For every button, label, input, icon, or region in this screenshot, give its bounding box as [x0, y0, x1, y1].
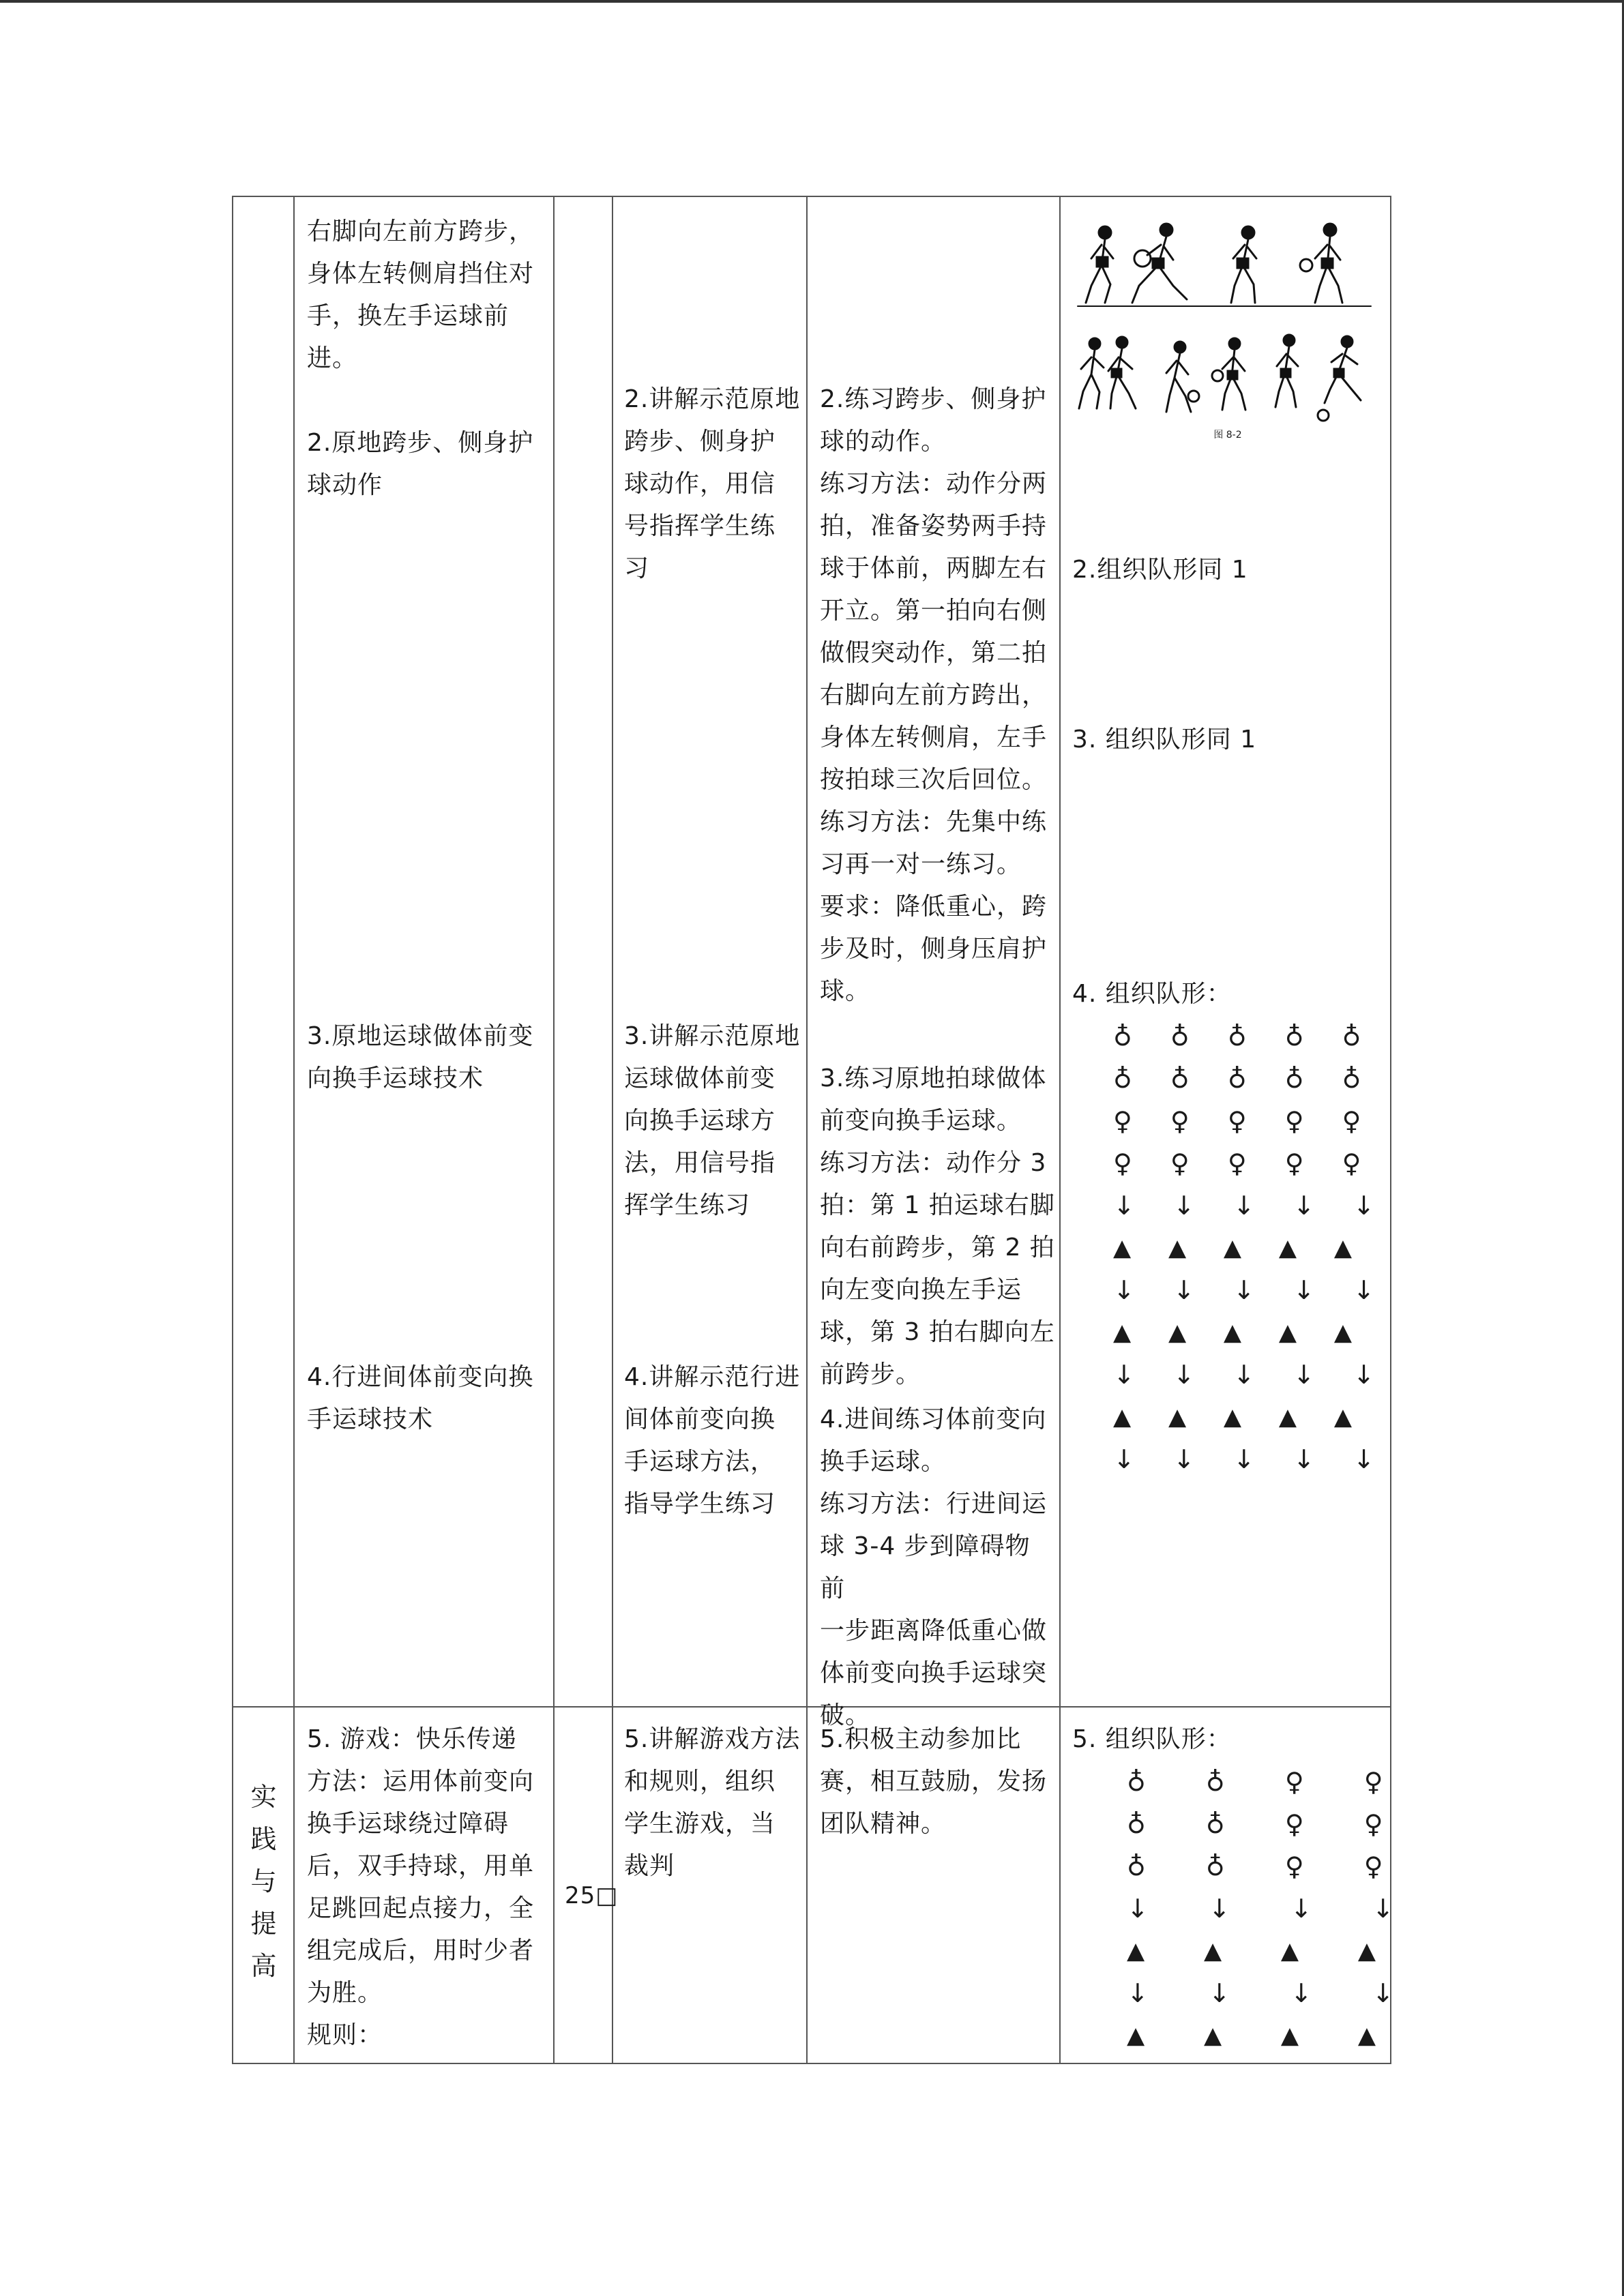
formation-row: ▲ ▲ ▲ ▲ ▲	[1113, 1403, 1367, 1431]
formation-row: ♁ ♁ ♀ ♀	[1127, 1809, 1409, 1839]
column-divider	[806, 1708, 808, 2063]
formation-row: ↓ ↓ ↓ ↓ ↓	[1113, 1275, 1390, 1305]
column-divider	[553, 1708, 555, 2063]
formation-row: ♀ ♀ ♀ ♀ ♀	[1113, 1106, 1376, 1136]
student-item-5: 5.积极主动参加比 赛，相互鼓励，发扬 团队精神。	[820, 1725, 1048, 1838]
teacher-item-5: 5.讲解游戏方法 和规则，组织 学生游戏，当 裁判	[624, 1725, 801, 1880]
student-item-3: 3.练习原地拍球做体 前变向换手运球。 练习方法：动作分 3 拍：第 1 拍运球右脚 向右前跨步，第 2 拍 向左变向换左手运 球，第 3 拍右脚向左 前跨步。	[820, 1064, 1055, 1388]
duration: 25□	[565, 1882, 619, 1909]
formation-row: ♁ ♁ ♀ ♀	[1127, 1851, 1409, 1881]
column-divider	[612, 197, 613, 1706]
column-divider	[1059, 1708, 1061, 2063]
content-intro: 右脚向左前方跨步， 身体左转侧肩挡住对 手，换左手运球前 进。	[307, 218, 535, 372]
organization-item-3: 3. 组织队形同 1	[1072, 726, 1257, 754]
player-figure	[1079, 337, 1136, 408]
formation-row: ↓ ↓ ↓ ↓	[1127, 1978, 1420, 2008]
formation-row: ♁ ♁ ♁ ♁ ♁	[1113, 1022, 1376, 1052]
formation-row: ▲ ▲ ▲ ▲	[1127, 1937, 1402, 1965]
formation-row: ▲ ▲ ▲ ▲	[1127, 2022, 1402, 2049]
table-row-practice	[233, 1708, 1420, 2063]
players-illustration	[1071, 218, 1385, 456]
content-item-5: 5. 游戏：快乐传递 方法：运用体前变向 换手运球绕过障碍 后，双手持球，用单 足跳回起点接力，全 组完成后，用时少者 为胜。 规则：	[307, 1725, 535, 2049]
teacher-item-3: 3.讲解示范原地 运球做体前变 向换手运球方 法，用信号指 挥学生练习	[624, 1022, 801, 1219]
formation-row: ↓ ↓ ↓ ↓ ↓	[1113, 1360, 1390, 1390]
table-row-skills	[233, 197, 1390, 1729]
formation-row: ▲ ▲ ▲ ▲ ▲	[1113, 1234, 1367, 1262]
formation-row: ↓ ↓ ↓ ↓	[1127, 1894, 1420, 1924]
player-figure	[1132, 224, 1187, 303]
player-figure	[1166, 342, 1199, 412]
player-figure	[1231, 226, 1256, 303]
lesson-plan-table	[232, 196, 1420, 2064]
player-figure	[1086, 226, 1113, 303]
formation-row: ▲ ▲ ▲ ▲ ▲	[1113, 1319, 1367, 1346]
formation-row: ♁ ♁ ♀ ♀	[1127, 1767, 1409, 1797]
figure-caption: 图 8-2	[1213, 430, 1242, 441]
column-divider	[293, 197, 295, 1706]
player-figure	[1275, 335, 1298, 407]
player-figure	[1212, 338, 1245, 410]
content-item-2: 2.原地跨步、侧身护 球动作	[307, 429, 534, 499]
teacher-item-4: 4.讲解示范行进 间体前变向换 手运球方法， 指导学生练习	[624, 1363, 801, 1518]
content-item-3: 3.原地运球做体前变 向换手运球技术	[307, 1022, 534, 1092]
formation-row: ↓ ↓ ↓ ↓ ↓	[1113, 1444, 1390, 1474]
player-figure	[1318, 336, 1361, 421]
student-item-4: 4.进间练习体前变向 换手运球。 练习方法：行进间运 球 3-4 步到障碍物前 一步距离降低重心做 体前变向换手运球突 破。	[820, 1405, 1048, 1729]
content-item-4: 4.行进间体前变向换 手运球技术	[307, 1363, 534, 1433]
page-top-border	[0, 0, 1624, 3]
formation-row: ♁ ♁ ♁ ♁ ♁	[1113, 1064, 1376, 1094]
column-divider	[1059, 197, 1061, 1706]
student-item-2: 2.练习跨步、侧身护 球的动作。 练习方法：动作分两 拍，准备姿势两手持 球于体前，两脚左右 开立。第一拍向右侧 做假突动作，第二拍 右脚向左前方跨出， 身体左转侧肩，左手 按拍球三次后回位。 练习方法：先集中练 习再一对一练习。 要求：降低重心，跨 步及时，侧身压肩护 球。	[820, 385, 1048, 1005]
player-figure	[1300, 224, 1342, 303]
organization-item-2: 2.组织队形同 1	[1072, 556, 1248, 584]
formation-diagram-1	[1113, 1015, 1390, 1480]
stage-label: 实 践 与 提 高	[250, 1782, 278, 1981]
organization-item-4: 4. 组织队形：	[1072, 980, 1232, 1008]
formation-row: ↓ ↓ ↓ ↓ ↓	[1113, 1191, 1390, 1221]
column-divider	[553, 197, 555, 1706]
basketball-figure	[1071, 218, 1385, 456]
teacher-item-2: 2.讲解示范原地 跨步、侧身护 球动作，用信 号指挥学生练 习	[624, 385, 801, 582]
column-divider	[806, 197, 808, 1706]
organization-item-5: 5. 组织队形：	[1072, 1725, 1232, 1753]
formation-diagram-2	[1127, 1761, 1420, 2057]
formation-row: ♀ ♀ ♀ ♀ ♀	[1113, 1148, 1376, 1178]
